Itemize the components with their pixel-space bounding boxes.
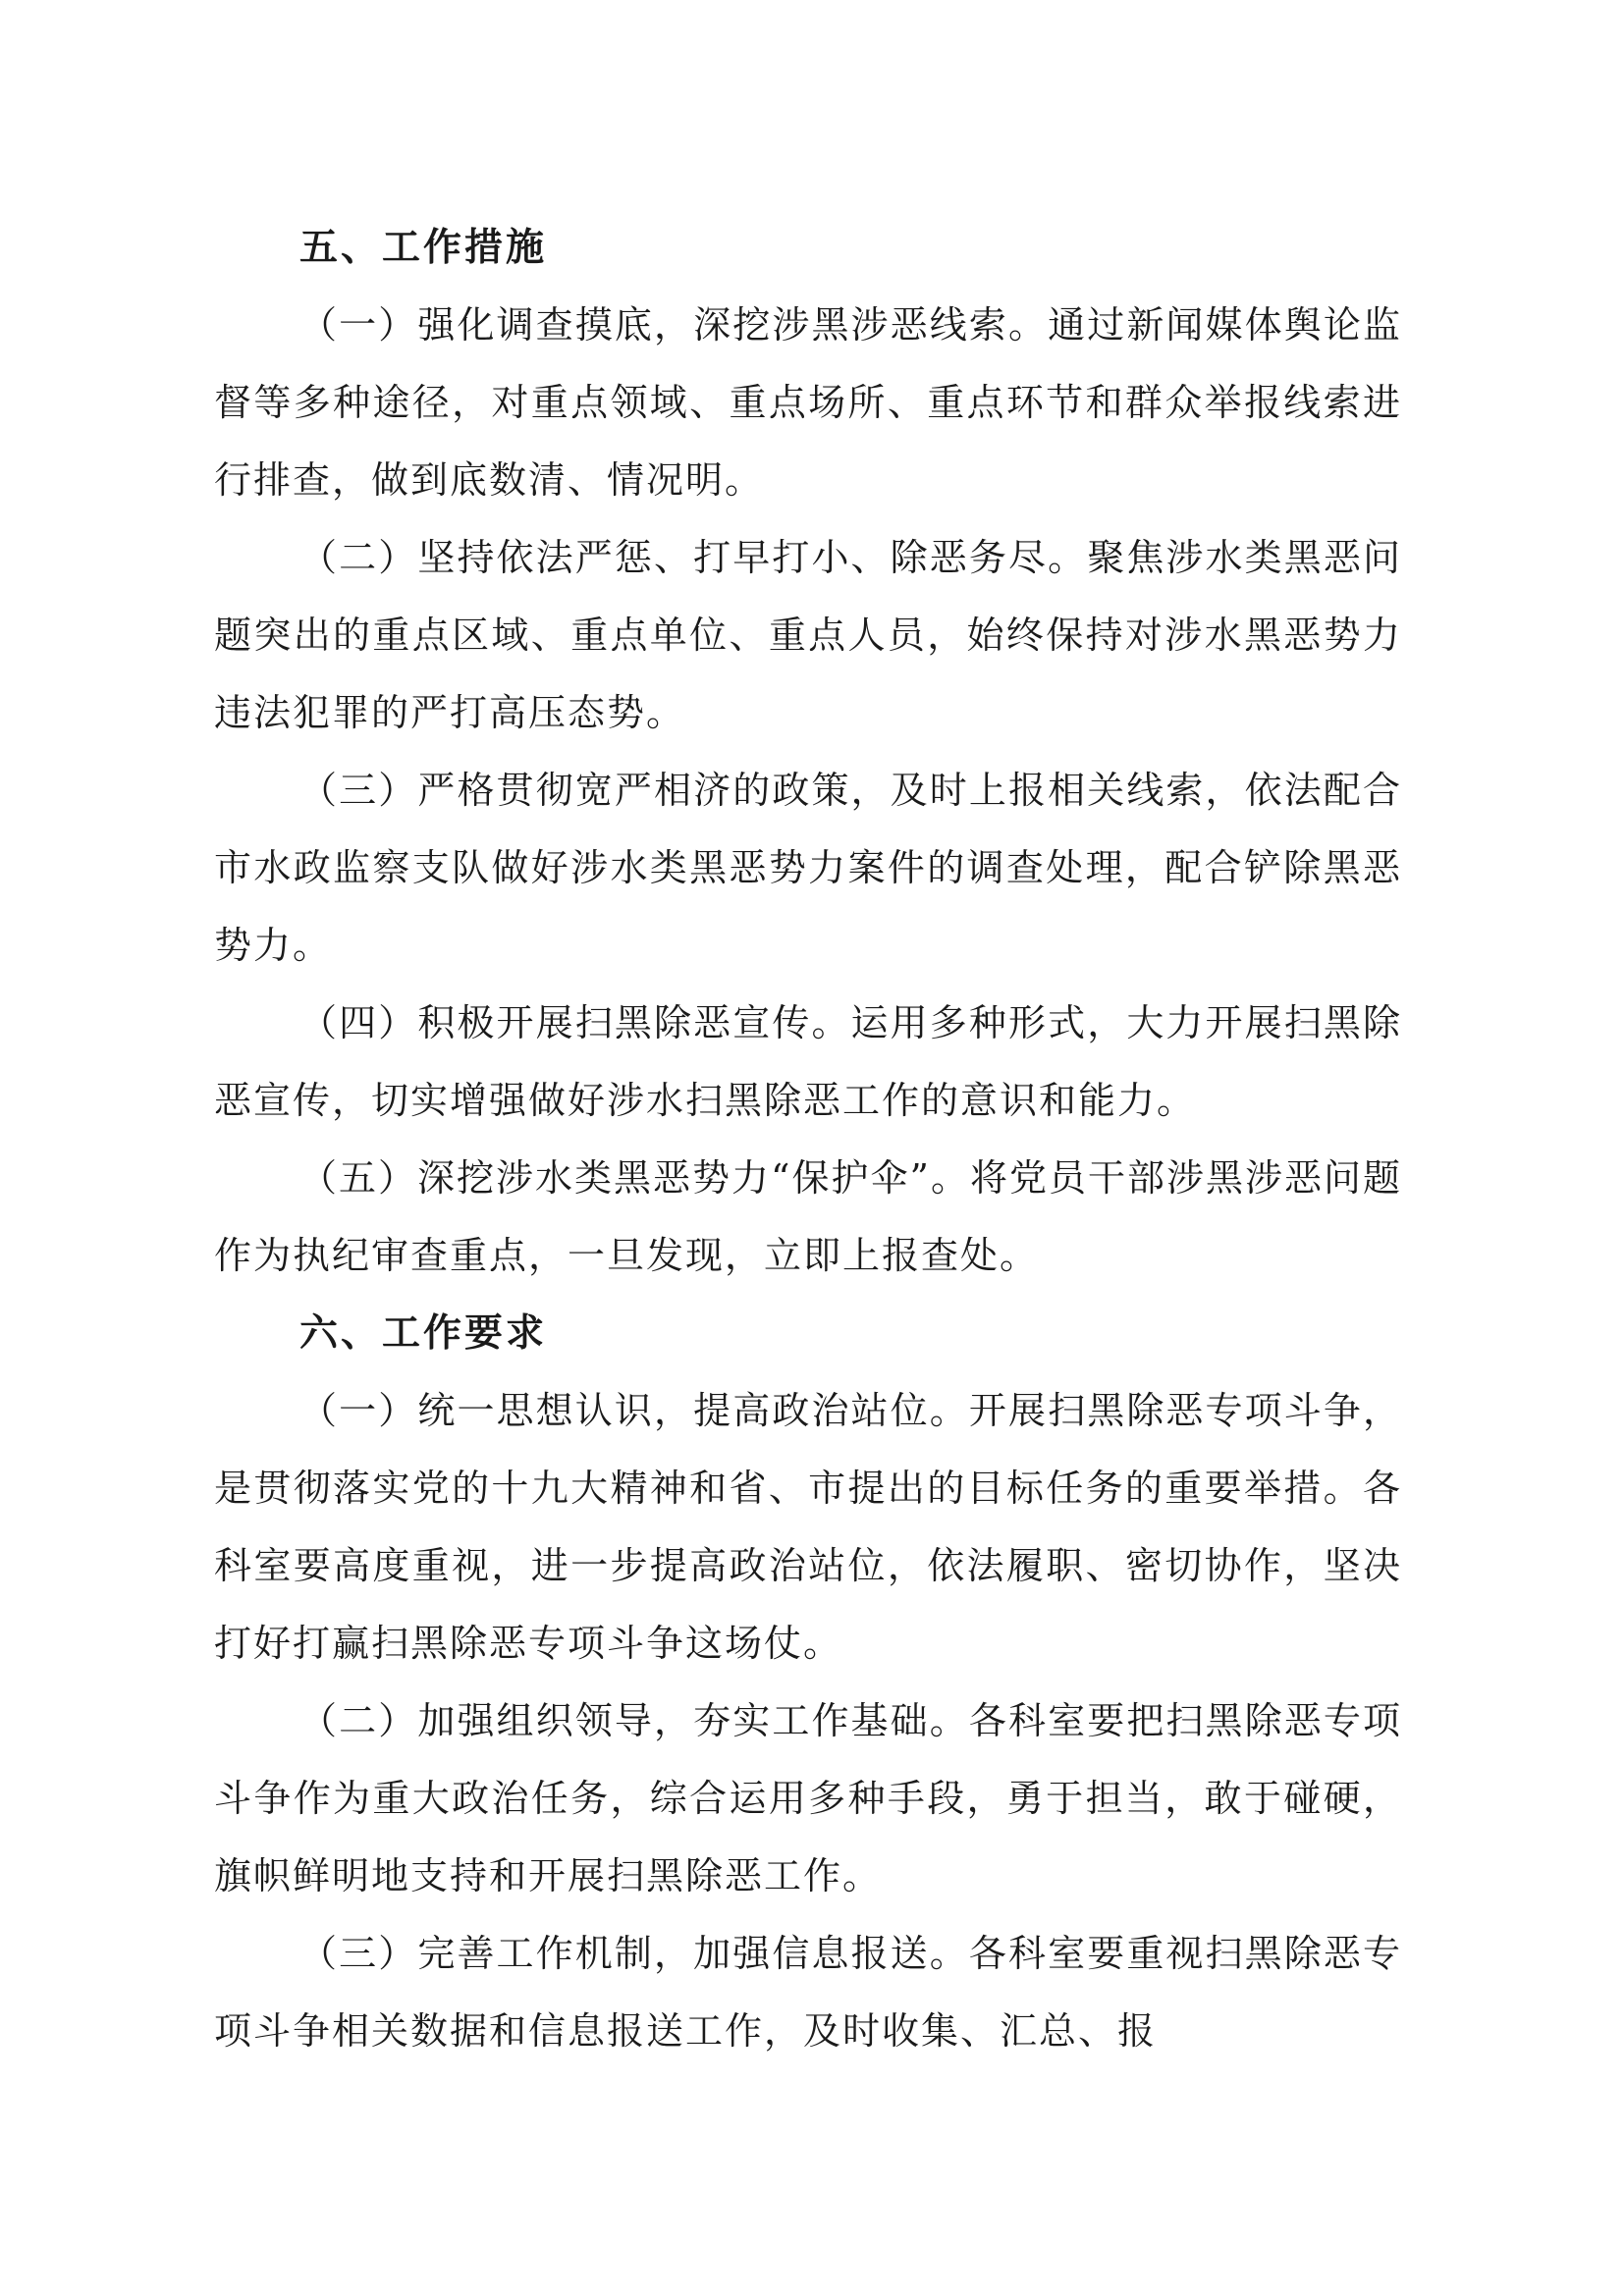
section-heading-work-measures: 五、工作措施 [299, 226, 548, 270]
paragraph-measure-3: （三）严格贯彻宽严相济的政策，及时上报相关线索，依法配合市水政监察支队做好涉水类黑恶势力案件的调查处理，配合铲除黑恶势力。 [214, 769, 1402, 967]
paragraph-measure-1: （一）强化调查摸底，深挖涉黑涉恶线索。通过新闻媒体舆论监督等多种途径，对重点领域、重点场所、重点环节和群众举报线索进行排查，做到底数清、情况明。 [214, 303, 1402, 502]
paragraph-requirement-3: （三）完善工作机制，加强信息报送。各科室要重视扫黑除恶专项斗争相关数据和信息报送工作，及时收集、汇总、报 [214, 1932, 1402, 2053]
paragraph-requirement-2: （二）加强组织领导，夯实工作基础。各科室要把扫黑除恶专项斗争作为重大政治任务，综合运用多种手段，勇于担当，敢于碰硬，旗帜鲜明地支持和开展扫黑除恶工作。 [214, 1699, 1402, 1897]
paragraph-requirement-1: （一）统一思想认识，提高政治站位。开展扫黑除恶专项斗争，是贯彻落实党的十九大精神和省、市提出的目标任务的重要举措。各科室要高度重视，进一步提高政治站位，依法履职、密切协作，坚决打好打赢扫黑除恶专项斗争这场仗。 [214, 1389, 1402, 1665]
paragraph-measure-2: （二）坚持依法严惩、打早打小、除恶务尽。聚焦涉水类黑恶问题突出的重点区域、重点单位、重点人员，始终保持对涉水黑恶势力违法犯罪的严打高压态势。 [214, 536, 1402, 734]
document-body [214, 209, 1402, 2070]
paragraph-measure-4: （四）积极开展扫黑除恶宣传。运用多种形式，大力开展扫黑除恶宣传，切实增强做好涉水扫黑除恶工作的意识和能力。 [214, 1001, 1402, 1122]
paragraph-measure-5: （五）深挖涉水类黑恶势力“保护伞”。将党员干部涉黑涉恶问题作为执纪审查重点，一旦发现，立即上报查处。 [214, 1156, 1402, 1277]
section-heading-work-requirements: 六、工作要求 [299, 1311, 548, 1356]
